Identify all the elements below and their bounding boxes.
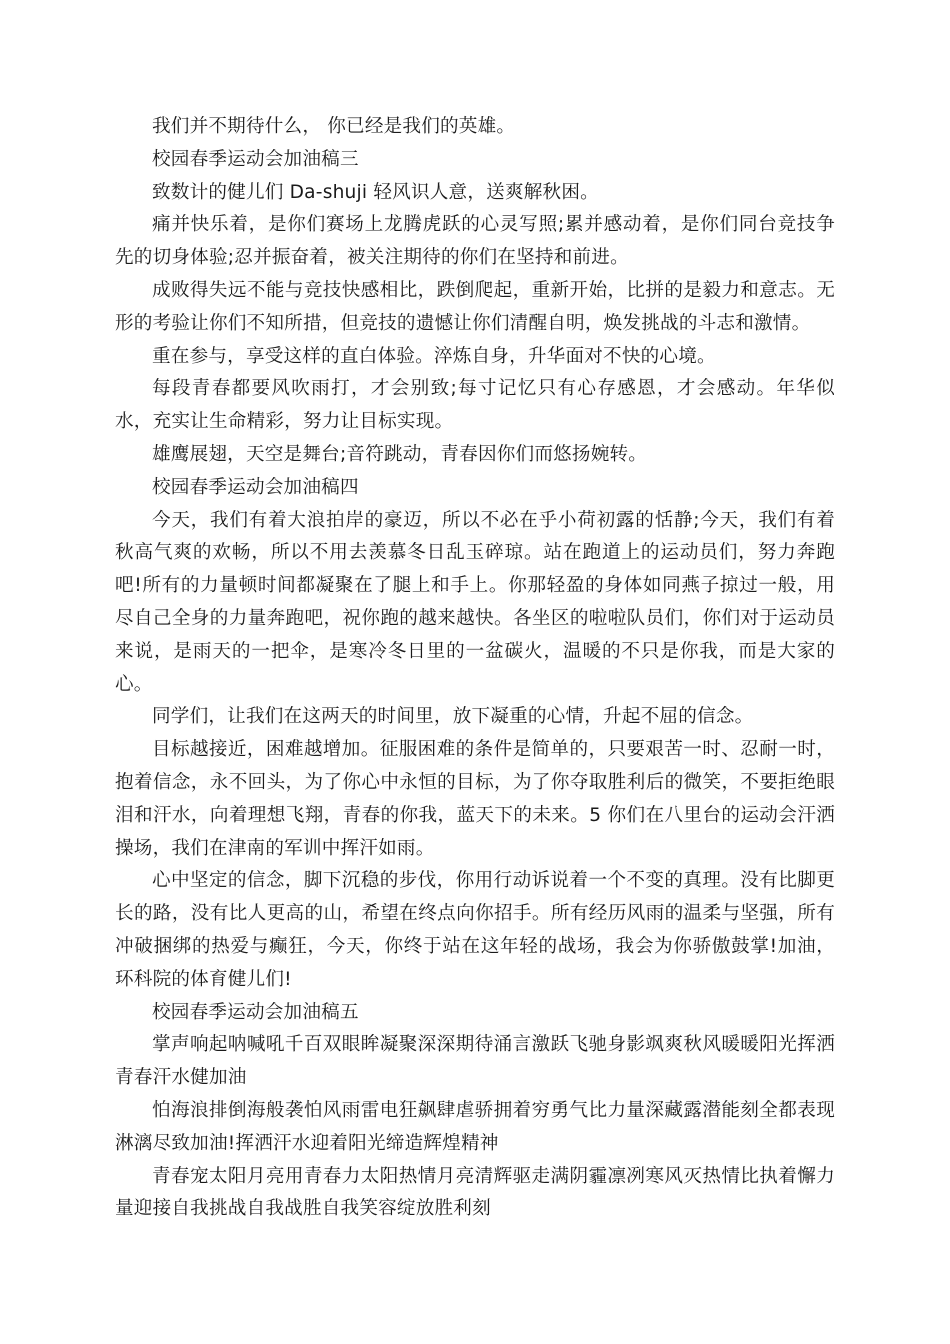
paragraph: 痛并快乐着，是你们赛场上龙腾虎跃的心灵写照;累并感动着，是你们同台竞技争先的切身体验;忍并振奋着，被关注期待的你们在坚持和前进。 <box>115 214 835 269</box>
paragraph: 我们并不期待什么， 你已经是我们的英雄。 <box>152 116 516 137</box>
section-heading: 校园春季运动会加油稿五 <box>152 1001 359 1023</box>
paragraph: 心中坚定的信念，脚下沉稳的步伐，你用行动诉说着一个不变的真理。没有比脚更长的路，没有比人更高的山，希望在终点向你招手。所有经历风雨的温柔与坚强，所有冲破捆绑的热爱与癫狂，今天，你终于站在这年轻的战场，我会为你骄傲鼓掌!加油，环科院的体育健儿们! <box>115 870 835 990</box>
paragraph: 每段青春都要风吹雨打，才会别致;每寸记忆只有心存感恩，才会感动。年华似水，充实让生命精彩，努力让目标实现。 <box>115 378 835 433</box>
document-body <box>115 111 835 1226</box>
paragraph: 成败得失远不能与竞技快感相比，跌倒爬起，重新开始，比拼的是毅力和意志。无形的考验让你们不知所措，但竞技的遗憾让你们清醒自明，焕发挑战的斗志和激情。 <box>115 279 835 334</box>
paragraph: 掌声响起呐喊吼千百双眼眸凝聚深深期待涌言激跃飞驰身影飒爽秋风暖暖阳光挥洒青春汗水健加油 <box>115 1034 835 1089</box>
paragraph: 青春宠太阳月亮用青春力太阳热情月亮清辉驱走满阴霾凛冽寒风灭热情比执着懈力量迎接自我挑战自我战胜自我笑容绽放胜利刻 <box>115 1165 835 1220</box>
paragraph: 致数计的健儿们 Da-shuji 轻风识人意，送爽解秋困。 <box>152 181 599 203</box>
section-heading: 校园春季运动会加油稿三 <box>152 148 359 170</box>
paragraph: 怕海浪排倒海般袭怕风雨雷电狂飙肆虐骄拥着穷勇气比力量深藏露潜能刻全都表现淋漓尽致加油!挥洒汗水迎着阳光缔造辉煌精神 <box>115 1099 835 1154</box>
paragraph: 同学们，让我们在这两天的时间里，放下凝重的心情，升起不屈的信念。 <box>152 706 754 728</box>
section-heading: 校园春季运动会加油稿四 <box>152 476 359 498</box>
paragraph: 雄鹰展翅，天空是舞台;音符跳动，青春因你们而悠扬婉转。 <box>152 443 648 465</box>
paragraph: 重在参与，享受这样的直白体验。淬炼自身，升华面对不快的心境。 <box>152 345 716 367</box>
paragraph: 目标越接近，困难越增加。征服困难的条件是简单的，只要艰苦一时、忍耐一时，抱着信念，永不回头，为了你心中永恒的目标，为了你夺取胜利后的微笑，不要拒绝眼泪和汗水，向着理想飞翔，青春的你我，蓝天下的未来。5 你们在八里台的运动会汗洒操场，我们在津南的军训中挥汗如雨。 <box>115 739 835 859</box>
paragraph: 今天，我们有着大浪拍岸的豪迈，所以不必在乎小荷初露的恬静;今天，我们有着秋高气爽的欢畅，所以不用去羡慕冬日乱玉碎琼。站在跑道上的运动员们，努力奔跑吧!所有的力量顿时间都凝聚在了腿上和手上。你那轻盈的身体如同燕子掠过一般，用尽自己全身的力量奔跑吧，祝你跑的越来越快。各坐区的啦啦队员们，你们对于运动员来说，是雨天的一把伞，是寒冷冬日里的一盆碳火，温暖的不只是你我，而是大家的心。 <box>115 509 835 695</box>
